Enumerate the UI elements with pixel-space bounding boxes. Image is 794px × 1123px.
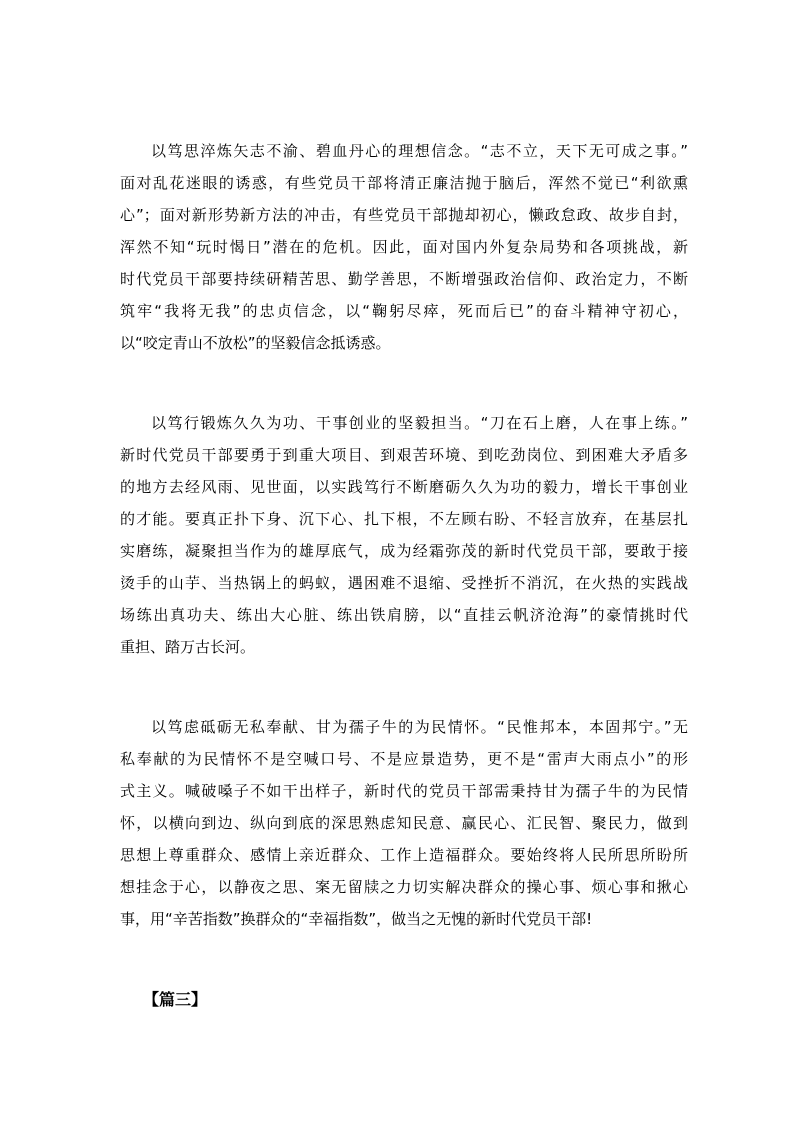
paragraph-people: [120, 711, 688, 935]
paragraph-line: 私奉献的为民情怀不是空喊口号、不是应景造势，更不是“雷声大雨点小”的形: [120, 750, 688, 768]
paragraph-line: 思想上尊重群众、感情上亲近群众、工作上造福群众。要始终将人民所思所盼所: [120, 846, 688, 864]
paragraph-line: 烫手的山芋、当热锅上的蚂蚁，遇困难不退缩、受挫折不消沉，在火热的实践战: [120, 574, 688, 592]
paragraph-line: 事，用“辛苦指数”换群众的“幸福指数”，做当之无愧的新时代党员干部!: [120, 910, 593, 928]
paragraph-line: 面对乱花迷眼的诱惑，有些党员干部将清正廉洁抛于脑后，浑然不觉已“利欲熏: [120, 174, 688, 192]
paragraph-line: 以笃思淬炼矢志不渝、碧血丹心的理想信念。“志不立，天下无可成之事。”: [151, 142, 688, 160]
paragraph-line: 新时代党员干部要勇于到重大项目、到艰苦环境、到吃劲岗位、到困难大矛盾多: [120, 446, 688, 464]
paragraph-line: 的地方去经风雨、见世面，以实践笃行不断磨砺久久为功的毅力，增长干事创业: [120, 478, 688, 496]
paragraph-line: 场练出真功夫、练出大心脏、练出铁肩膀，以“直挂云帆济沧海”的豪情挑时代: [120, 606, 688, 624]
paragraph-line: 重担、踏万古长河。: [120, 638, 256, 656]
paragraph-line: 以笃虑砥砺无私奉献、甘为孺子牛的为民情怀。“民惟邦本，本固邦宁。”无: [151, 718, 688, 736]
paragraph-line: 浑然不知“玩时愒日”潜在的危机。因此，面对国内外复杂局势和各项挑战，新: [120, 238, 688, 256]
paragraph-ideals: [120, 135, 688, 359]
paragraph-line: 时代党员干部要持续研精苦思、勤学善思，不断增强政治信仰、政治定力，不断: [120, 270, 688, 288]
paragraph-line: 的才能。要真正扑下身、沉下心、扎下根，不左顾右盼、不轻言放弃，在基层扎: [120, 510, 688, 528]
paragraph-line: 心”；面对新形势新方法的冲击，有些党员干部抛却初心，懒政怠政、故步自封，: [120, 206, 688, 224]
section-heading: 【篇三】: [143, 990, 208, 1009]
paragraph-line: 怀，以横向到边、纵向到底的深思熟虑知民意、赢民心、汇民智、聚民力，做到: [120, 814, 688, 832]
paragraph-line: 式主义。喊破嗓子不如干出样子，新时代的党员干部需秉持甘为孺子牛的为民情: [120, 782, 688, 800]
paragraph-line: 实磨练，凝聚担当作为的雄厚底气，成为经霜弥茂的新时代党员干部，要敢于接: [120, 542, 688, 560]
paragraph-line: 想挂念于心，以静夜之思、案无留牍之力切实解决群众的操心事、烦心事和揪心: [120, 878, 688, 896]
paragraph-responsibility: [120, 407, 688, 663]
paragraph-line: 筑牢“我将无我”的忠贞信念，以“鞠躬尽瘁，死而后已”的奋斗精神守初心，: [120, 302, 688, 320]
paragraph-line: 以“咬定青山不放松”的坚毅信念抵诱惑。: [120, 334, 391, 352]
paragraph-line: 以笃行锻炼久久为功、干事创业的坚毅担当。“刀在石上磨，人在事上练。”: [151, 414, 688, 432]
